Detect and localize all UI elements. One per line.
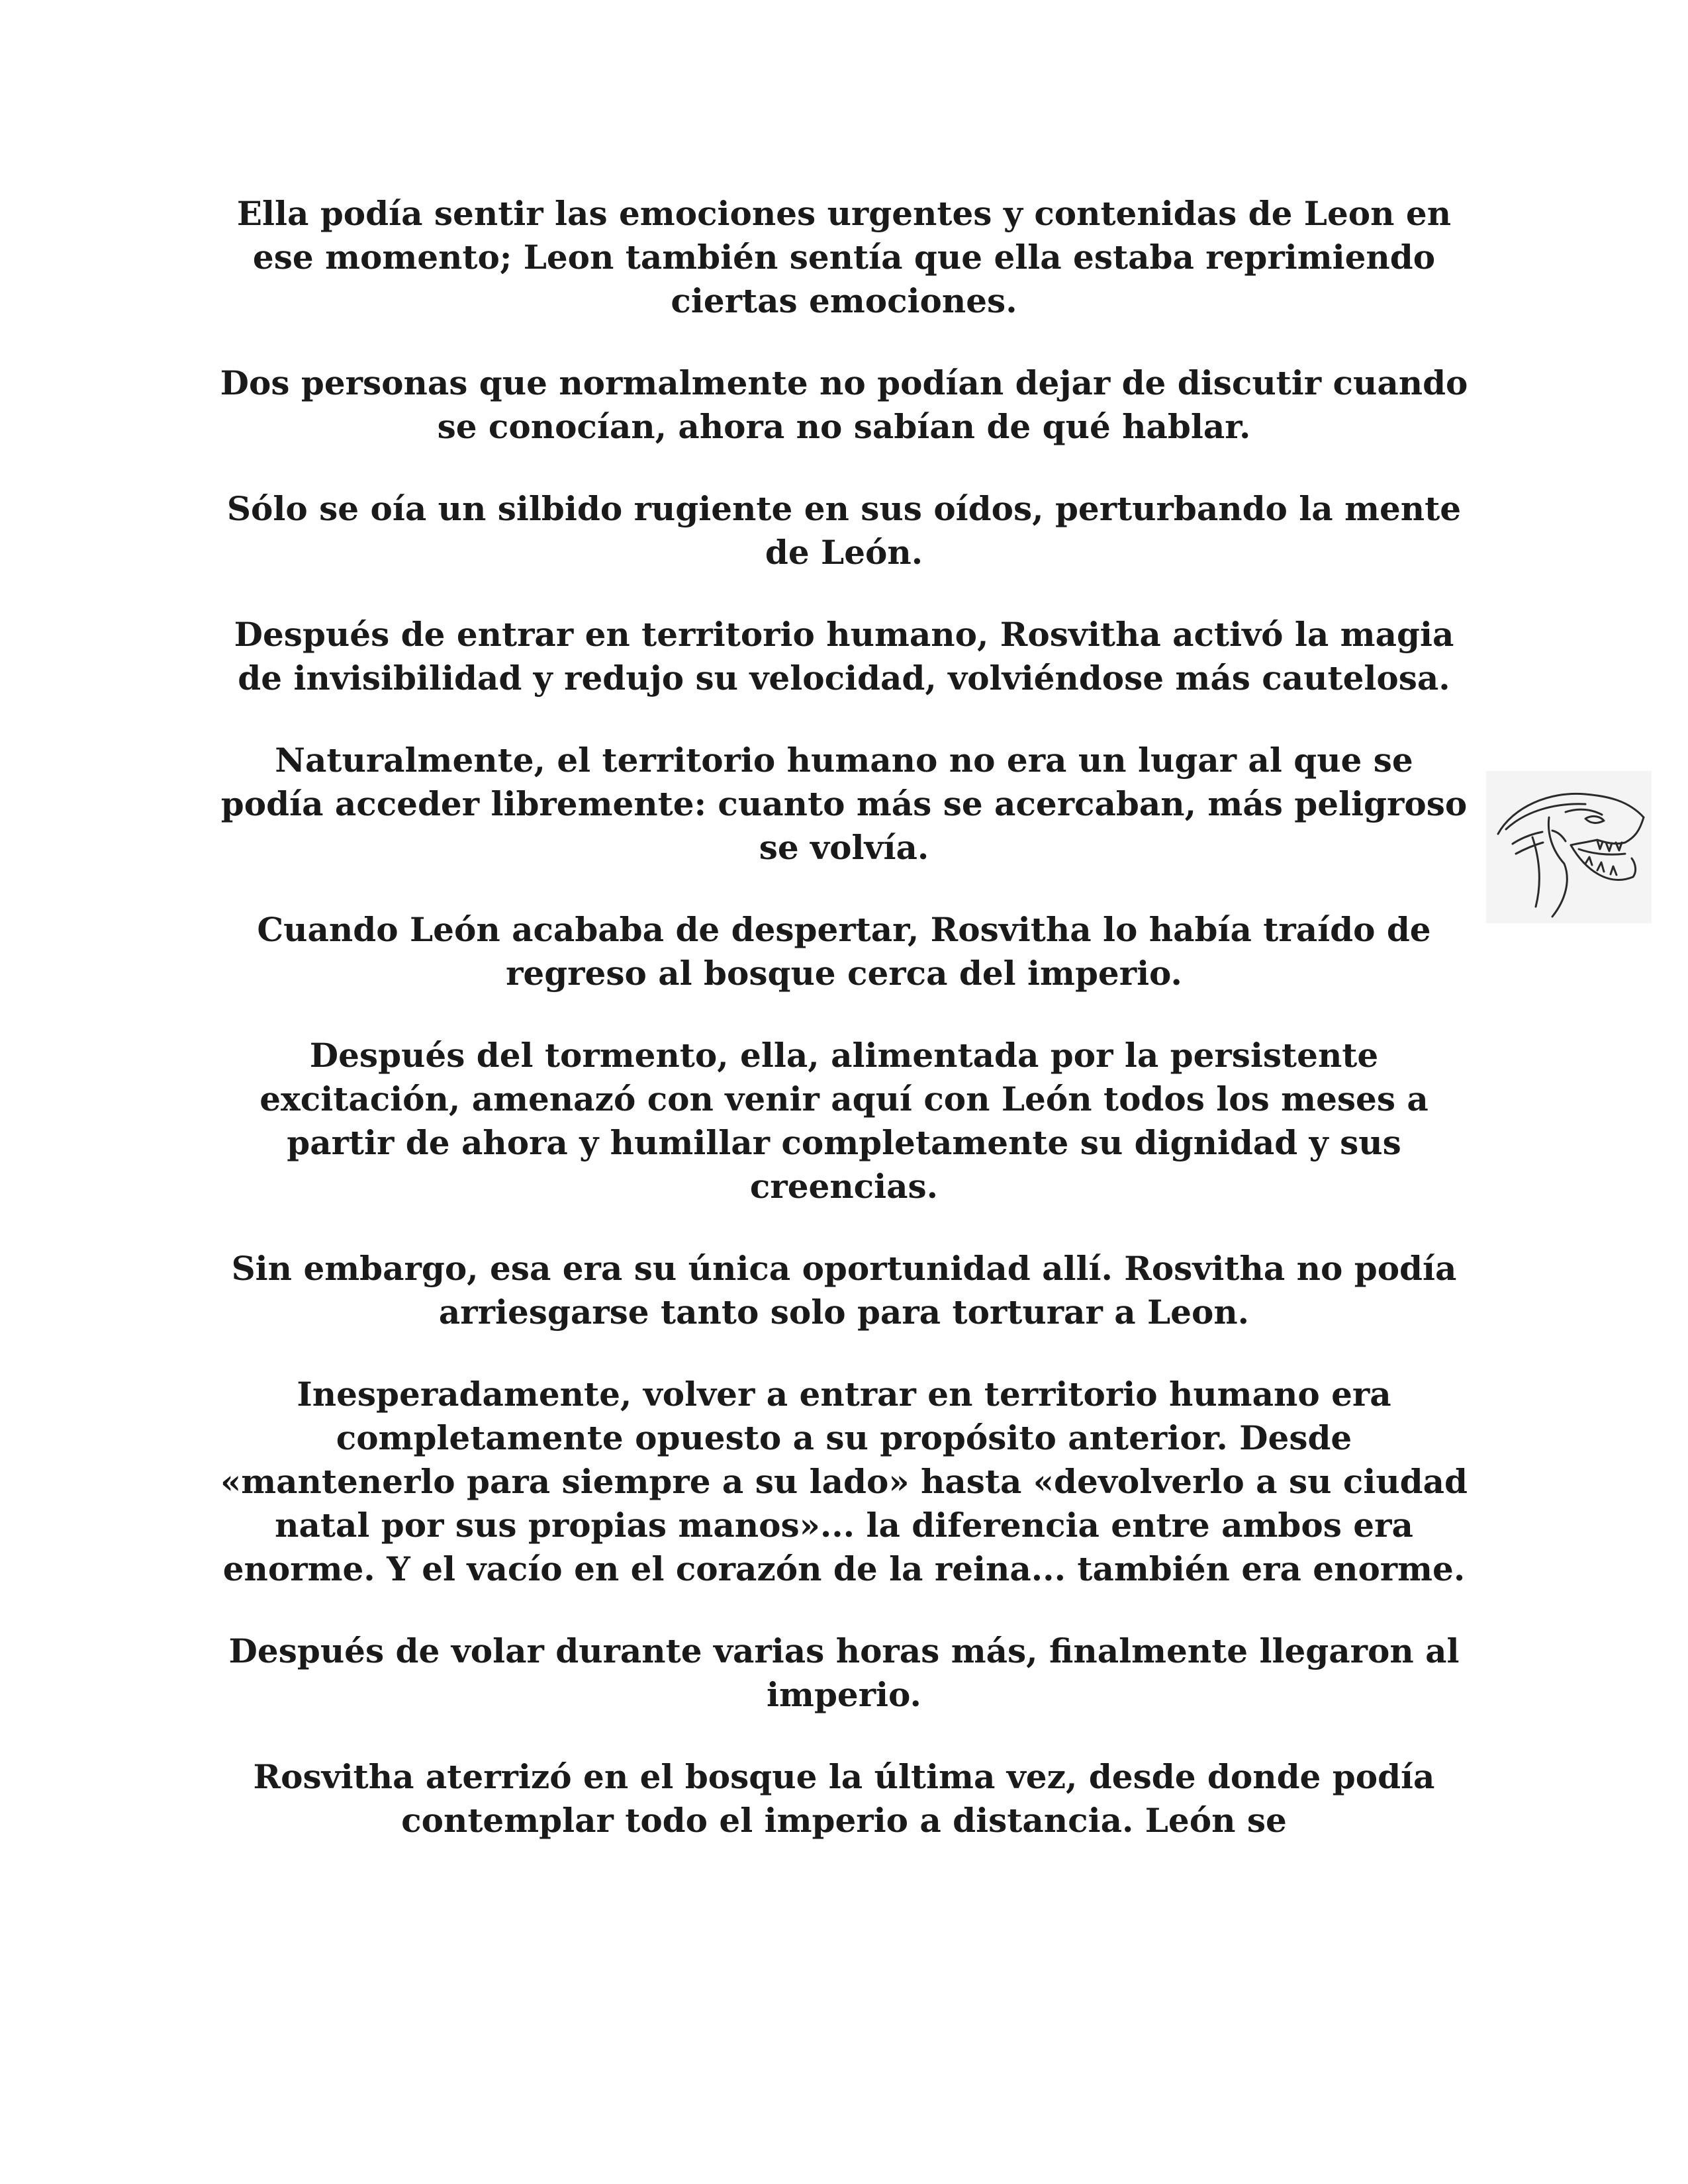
paragraph: Naturalmente, el territorio humano no era un lugar al que se podía acceder libremente: cuanto más se acercaban, más peligroso se volvía. (220, 741, 1468, 867)
paragraph: Después de entrar en territorio humano, Rosvitha activó la magia de invisibilidad y redujo su velocidad, volviéndose más cautelosa. (234, 615, 1454, 698)
dinosaur-head-sketch-icon (1486, 771, 1652, 923)
paragraph: Sólo se oía un silbido rugiente en sus oídos, perturbando la mente de León. (226, 489, 1462, 572)
paragraph: Después del tormento, ella, alimentada por la persistente excitación, amenazó con venir aquí con León todos los meses a partir de ahora y humillar completamente su dignidad y sus creencias. (259, 1036, 1429, 1206)
paragraph: Inesperadamente, volver a entrar en territorio humano era completamente opuesto a su propósito anterior. Desde «mantenerlo para siempre a su lado» hasta «devolverlo a su ciudad natal por sus propias manos»... la diferencia entre ambos era enorme. Y el vacío en el corazón de la reina... también era enorme. (220, 1375, 1468, 1588)
paragraph: Cuando León acababa de despertar, Rosvitha lo había traído de regreso al bosque cerca del imperio. (257, 910, 1431, 993)
paragraph: Después de volar durante varias horas más, finalmente llegaron al imperio. (228, 1631, 1460, 1714)
paragraph: Sin embargo, esa era su única oportunidad allí. Rosvitha no podía arriesgarse tanto solo para torturar a Leon. (231, 1249, 1457, 1332)
paragraph: Dos personas que normalmente no podían dejar de discutir cuando se conocían, ahora no sabían de qué hablar. (220, 363, 1468, 446)
paragraph: Rosvitha aterrizó en el bosque la última vez, desde donde podía contemplar todo el imperio a distancia. León se (253, 1757, 1435, 1840)
document-body (218, 192, 1470, 1881)
paragraph: Ella podía sentir las emociones urgentes y contenidas de Leon en ese momento; Leon también sentía que ella estaba reprimiendo ciertas emociones. (236, 194, 1452, 320)
